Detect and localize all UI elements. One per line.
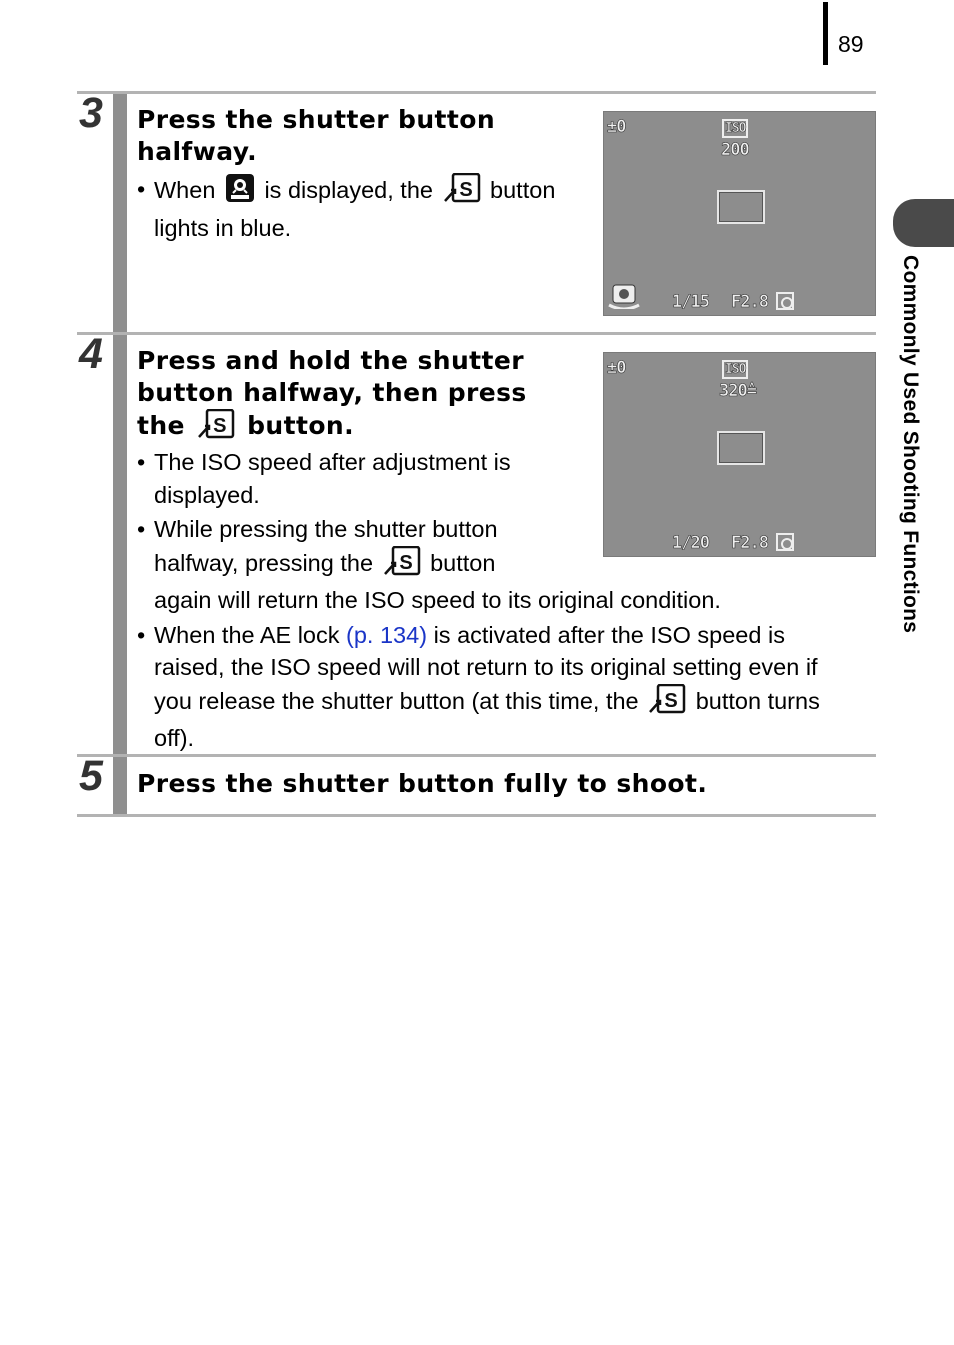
title-text: button. — [247, 411, 354, 440]
lcd-screen-1 — [603, 111, 876, 316]
step-3-title-line: halfway. — [137, 137, 258, 166]
shutter-speed: 1/20 — [672, 533, 709, 553]
af-frame — [717, 190, 765, 224]
bullet-text: off). — [154, 725, 195, 751]
list-item: • The ISO speed after adjustment is displayed. — [137, 449, 511, 508]
page-number: 89 — [838, 31, 864, 57]
svg-text:S: S — [458, 179, 473, 201]
step-4-title-line: Press and hold the shutter — [137, 346, 524, 375]
step-4-number: 4 — [79, 330, 103, 378]
step-4-title-line — [137, 409, 527, 447]
auto-iso-shift-button-icon — [383, 546, 421, 585]
iso-label-text: ISO — [722, 119, 748, 138]
bullet-text: raised, the ISO speed will not return to its original setting even if — [154, 654, 818, 680]
step-3-bar — [113, 94, 127, 332]
list-item: • When the AE lock (p. 134) is activated after the ISO speed is raised, the ISO speed will not return to its original setting even if you release the shutter button (at this time, the S button turns off). — [137, 621, 820, 751]
bullet-text: again will return the ISO speed to its original condition. — [154, 587, 721, 613]
step-4-title-line: button halfway, then press — [137, 378, 527, 407]
bullet-text: lights in blue. — [154, 214, 292, 241]
bullet-text: button turns — [695, 687, 820, 714]
step-5-number: 5 — [79, 752, 103, 800]
section-label: Commonly Used Shooting Functions — [899, 255, 922, 634]
step-3-top-rule — [77, 91, 876, 94]
bullet-text: While pressing the shutter button — [154, 516, 498, 542]
iso-value: 200 — [721, 140, 749, 160]
step-3-title — [137, 104, 495, 168]
step-5-bar — [113, 757, 127, 814]
af-frame — [717, 431, 765, 465]
bullet-text: The ISO speed after adjustment is — [154, 449, 511, 475]
aperture: F2.8 — [731, 533, 768, 553]
bullet-text: When — [154, 177, 216, 203]
svg-text:S: S — [398, 551, 413, 574]
iso-value-text: 320 — [719, 381, 747, 401]
exposure-compensation: ±0 — [607, 117, 626, 137]
list-item: • When is displayed, the S button lights in blue. — [137, 173, 587, 244]
header-rule — [823, 2, 828, 65]
auto-iso-shift-button-icon — [648, 684, 686, 723]
iso-label-text: ISO — [722, 360, 748, 379]
bullet-text: you release the shutter button (at this time, the — [154, 687, 639, 714]
aperture: F2.8 — [731, 292, 768, 312]
iso-label — [722, 117, 748, 138]
iso-value — [719, 381, 756, 401]
iso-shift-icon: ≙ — [746, 381, 756, 401]
auto-iso-shift-button-icon — [197, 409, 235, 447]
bullet-text: When the AE lock — [154, 621, 340, 648]
title-text: the — [137, 411, 185, 440]
section-tab — [893, 199, 954, 247]
metering-icon — [776, 292, 794, 313]
shutter-speed: 1/15 — [672, 292, 709, 312]
bullet-text: displayed. — [154, 481, 260, 508]
step-5-bottom-rule — [77, 814, 876, 817]
bullet-text: button — [430, 549, 496, 576]
bullet-text: is displayed, the — [264, 177, 433, 203]
lcd-screen-2 — [603, 352, 876, 557]
step-5-title — [137, 768, 707, 800]
metering-icon — [776, 533, 794, 554]
step-4-title — [137, 345, 527, 447]
list-item: • While pressing the shutter button halfway, pressing the S button again will return the ISO speed to its original condition. — [137, 516, 721, 613]
step-3-body — [137, 173, 587, 246]
shake-warning-icon — [225, 173, 255, 212]
step-5-top-rule — [77, 754, 876, 757]
svg-text:S: S — [213, 415, 227, 437]
step-3-number: 3 — [79, 89, 103, 137]
iso-label — [722, 358, 748, 379]
bullet-text: is activated after the ISO speed is — [433, 621, 785, 648]
bullet-text: button — [490, 177, 556, 203]
exposure-compensation: ±0 — [607, 358, 626, 378]
auto-iso-shift-button-icon — [443, 173, 481, 212]
step-3-title-line: Press the shutter button — [137, 105, 496, 134]
step-5-title-line: Press the shutter button fully to shoot. — [137, 769, 708, 798]
step-4-top-rule — [77, 332, 876, 335]
page-reference-link[interactable]: (p. 134) — [346, 621, 428, 648]
bullet-text: halfway, pressing the — [154, 549, 374, 576]
svg-text:S: S — [664, 689, 678, 712]
shake-warning-icon — [607, 279, 641, 314]
step-4-bar — [113, 335, 127, 754]
